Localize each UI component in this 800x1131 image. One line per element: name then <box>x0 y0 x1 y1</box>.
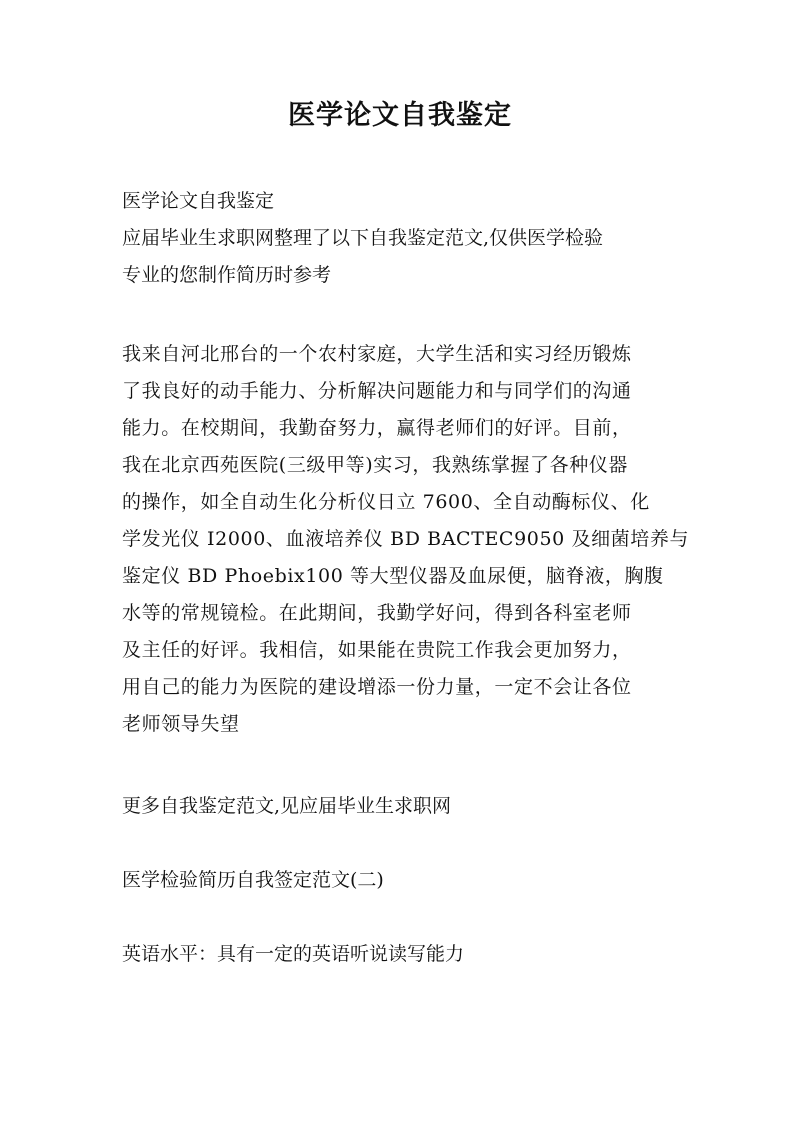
intro-line: 医学论文自我鉴定 <box>122 190 275 212</box>
body-line: 我在北京西苑医院(三级甲等)实习，我熟练掌握了各种仪器 <box>122 454 629 476</box>
body-line: 鉴定仪 BD Phoebix100 等大型仪器及血尿便，脑脊液，胸腹 <box>122 565 664 587</box>
page-title: 医学论文自我鉴定 <box>288 100 512 131</box>
body-line: 我来自河北邢台的一个农村家庭，大学生活和实习经历锻炼 <box>122 343 632 365</box>
intro-line: 专业的您制作简历时参考 <box>122 264 332 286</box>
more-examples-text: 更多自我鉴定范文,见应届毕业生求职网 <box>122 795 452 817</box>
body-line: 水等的常规镜检。在此期间，我勤学好问，得到各科室老师 <box>122 602 632 624</box>
body-line: 了我良好的动手能力、分析解决问题能力和与同学们的沟通 <box>122 380 632 402</box>
section-two-title: 医学检验简历自我签定范文(二) <box>122 869 384 891</box>
body-line: 的操作，如全自动生化分析仪日立 7600、全自动酶标仪、化 <box>122 491 650 513</box>
body-line: 用自己的能力为医院的建设增添一份力量，一定不会让各位 <box>122 676 632 698</box>
body-line: 学发光仪 I2000、血液培养仪 BD BACTEC9050 及细菌培养与 <box>122 528 690 550</box>
body-line: 及主任的好评。我相信，如果能在贵院工作我会更加努力， <box>122 639 632 661</box>
english-level-text: 英语水平：具有一定的英语听说读写能力 <box>122 943 465 965</box>
intro-line: 应届毕业生求职网整理了以下自我鉴定范文,仅供医学检验 <box>122 227 604 249</box>
body-line: 能力。在校期间，我勤奋努力，赢得老师们的好评。目前， <box>122 417 632 439</box>
body-line: 老师领导失望 <box>122 713 240 735</box>
intro-paragraph <box>122 183 692 294</box>
body-paragraph <box>122 336 692 743</box>
